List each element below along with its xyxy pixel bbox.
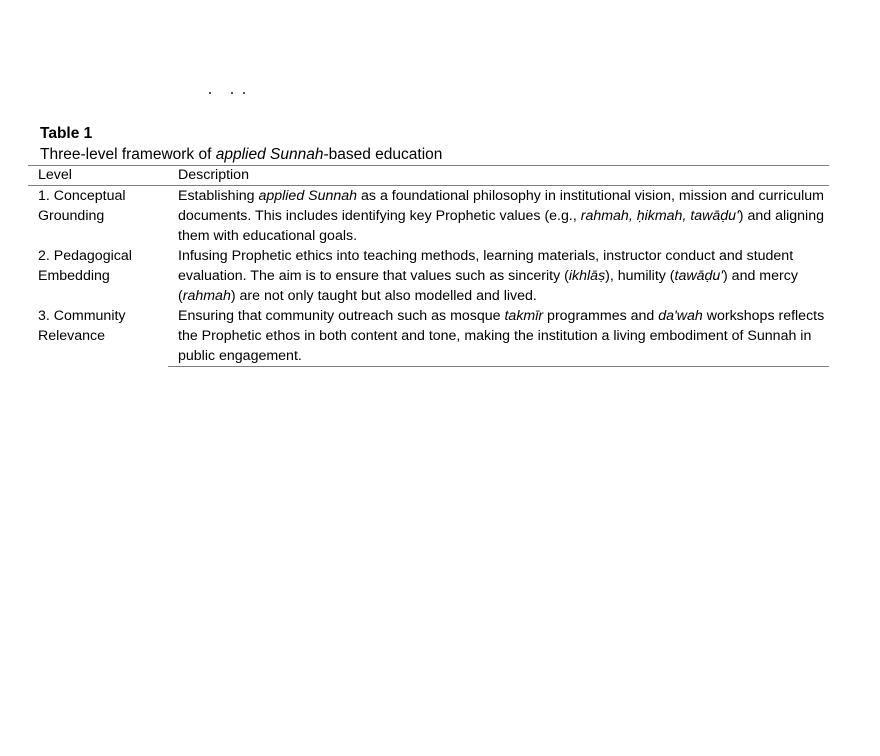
caption-italic: applied Sunnah xyxy=(215,146,324,163)
desc-italic: da'wah xyxy=(658,308,703,324)
desc-italic: tawāḍu' xyxy=(674,268,724,284)
desc-text: Ensuring that community outreach such as mosque xyxy=(178,308,505,324)
level-line: Embedding xyxy=(38,268,110,284)
desc-italic: rahmah xyxy=(182,288,231,304)
desc-text: ), humility ( xyxy=(605,268,675,284)
level-line: 3. Community xyxy=(38,308,126,324)
table-label: Table 1 xyxy=(40,125,93,142)
header-level: Level xyxy=(28,166,168,186)
description-cell xyxy=(168,306,829,367)
framework-table xyxy=(28,165,829,367)
desc-text: Establishing xyxy=(178,188,259,204)
desc-italic: rahmah, ḥikmah, tawāḍu' xyxy=(580,208,739,224)
table-row xyxy=(28,186,829,247)
level-line: Grounding xyxy=(38,208,105,224)
desc-text: Infusing Prophetic ethics into teaching methods, learning materials, instructor conduct and student evaluation. The aim is to ensure that values such as sincerity ( xyxy=(178,248,794,284)
scan-artifact xyxy=(203,92,249,96)
desc-italic: ikhlāṣ xyxy=(568,268,606,284)
desc-text: programmes and xyxy=(543,308,659,324)
table-block xyxy=(28,124,829,367)
table-row xyxy=(28,306,829,367)
desc-text: ) are not only taught but also modelled and lived. xyxy=(230,288,537,304)
table-row xyxy=(28,246,829,306)
desc-text: ) and aligning them with educational goals. xyxy=(178,208,824,244)
desc-italic: applied Sunnah xyxy=(258,188,358,204)
header-description: Description xyxy=(168,166,829,186)
caption-text: Three-level framework of xyxy=(40,146,216,163)
table-header-row xyxy=(28,166,829,186)
level-cell xyxy=(28,186,168,247)
description-cell xyxy=(168,186,829,247)
level-line: 1. Conceptual xyxy=(38,188,126,204)
desc-italic: takmīr xyxy=(504,308,544,324)
caption-text-end: -based education xyxy=(323,146,443,163)
desc-text: workshops reflects the Prophetic ethos in both content and tone, making the institution a living embodiment of Sunnah in public engagement. xyxy=(178,308,825,364)
level-cell xyxy=(28,306,168,367)
desc-text: ) and mercy ( xyxy=(178,268,798,304)
level-line: Relevance xyxy=(38,328,106,344)
level-line: 2. Pedagogical xyxy=(38,248,132,264)
table-caption xyxy=(40,144,829,165)
level-cell xyxy=(28,246,168,306)
description-cell xyxy=(168,246,829,306)
desc-text: as a foundational philosophy in institutional vision, mission and curriculum documents. This includes identifying key Prophetic values (e.g., xyxy=(178,188,824,224)
